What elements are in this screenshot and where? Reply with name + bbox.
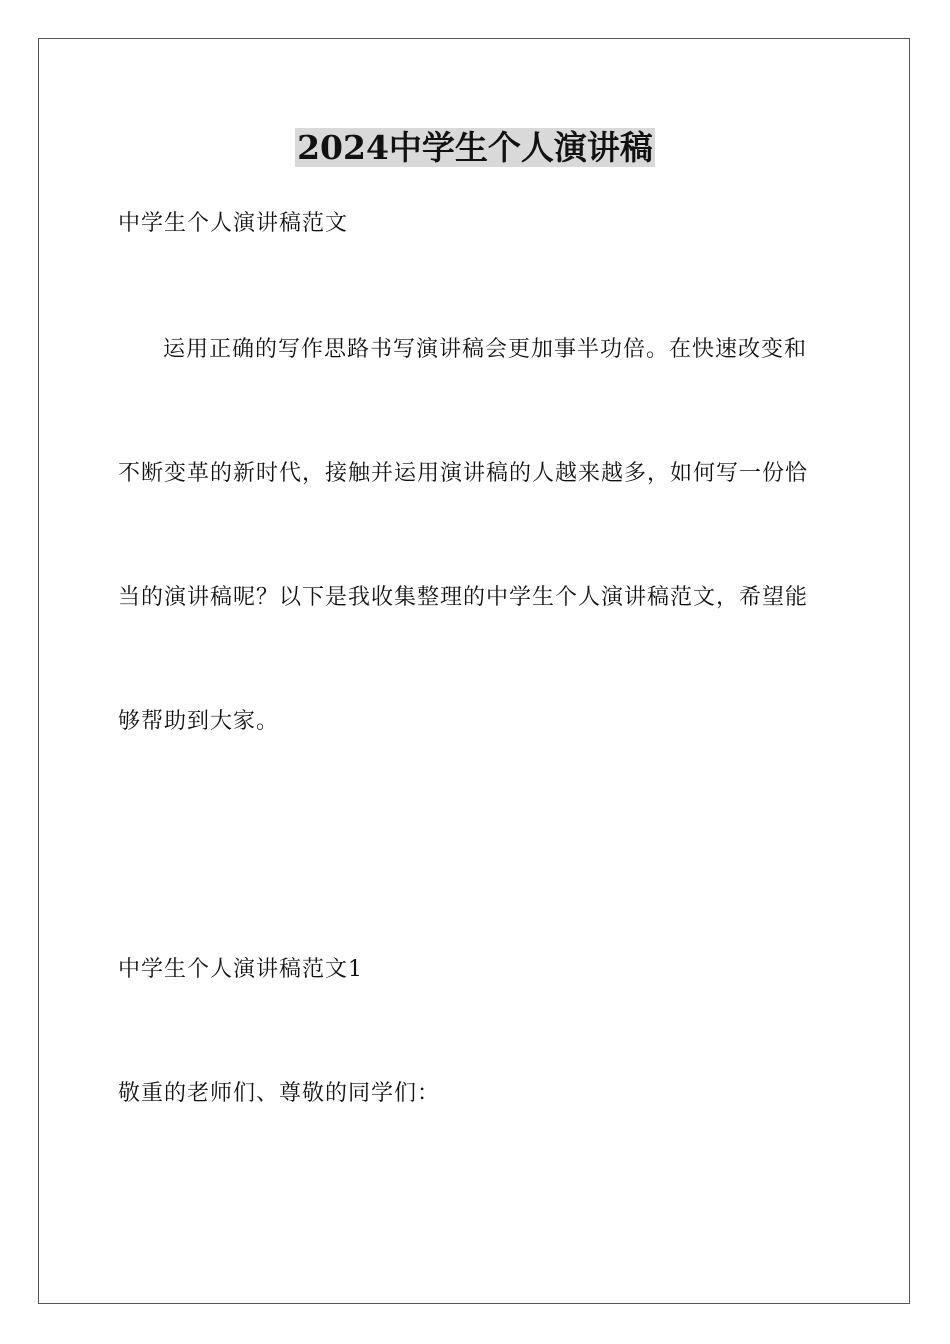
document-title-block — [0, 124, 950, 172]
greeting-line: 敬重的老师们、尊敬的同学们： — [118, 1081, 441, 1106]
intro-paragraph-line-2: 不断变革的新时代，接触并运用演讲稿的人越来越多，如何写一份恰 — [118, 461, 809, 486]
section-heading: 中学生个人演讲稿范文1 — [118, 957, 363, 982]
document-title: 2024中学生个人演讲稿 — [297, 128, 653, 167]
intro-paragraph-line-4: 够帮助到大家。 — [118, 709, 280, 734]
intro-paragraph-line-1: 运用正确的写作思路书写演讲稿会更加事半功倍。在快速改变和 — [163, 337, 808, 362]
document-subtitle: 中学生个人演讲稿范文 — [118, 211, 349, 236]
intro-paragraph-line-3: 当的演讲稿呢？以下是我收集整理的中学生个人演讲稿范文，希望能 — [118, 585, 809, 610]
